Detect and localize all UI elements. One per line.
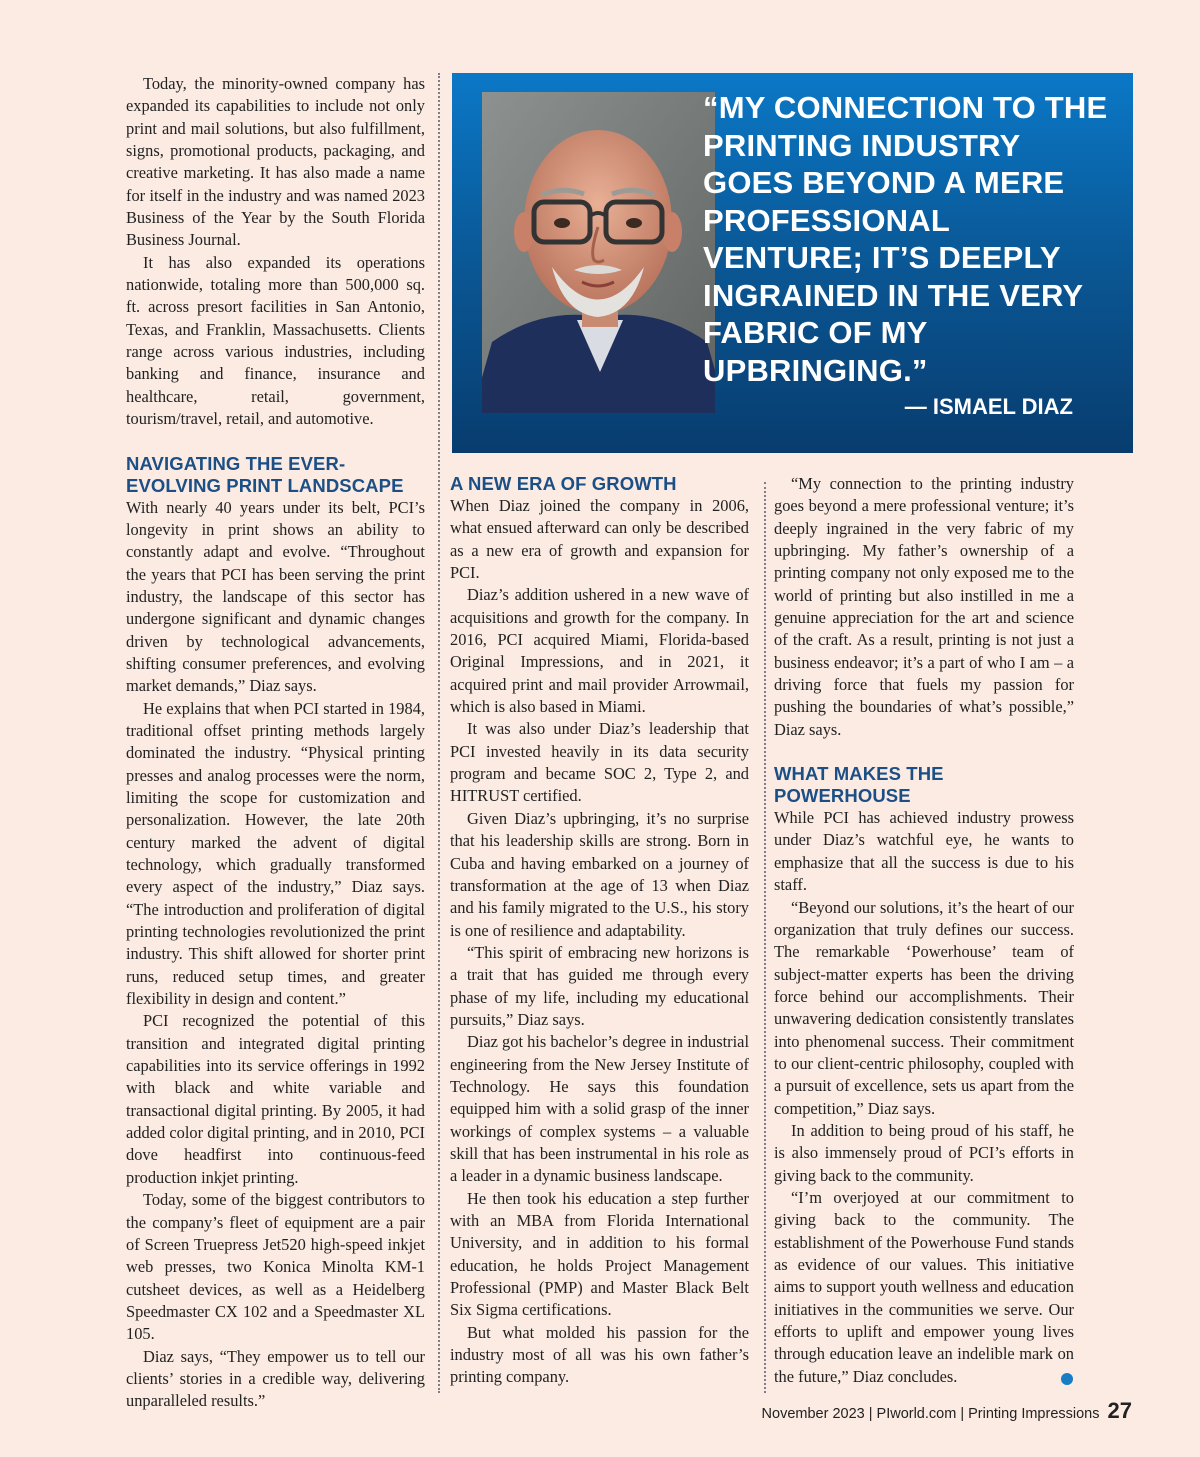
column-divider: [764, 482, 766, 1393]
article-column-2: [450, 473, 749, 1389]
paragraph: Diaz’s addition ushered in a new wave of acquisitions and growth for the company. In 2016, PCI acquired Miami, Florida-based Original Impressions, and in 2021, it acquired print and mail provider Arrowmail, which is also based in Miami.: [450, 585, 749, 717]
paragraph: When Diaz joined the company in 2006, what ensued afterward can only be described as a new era of growth and expansion for PCI.: [450, 496, 749, 583]
paragraph: He explains that when PCI started in 1984, traditional offset printing methods largely dominated the industry. “Physical printing presses and analog processes were the norm, limiting the scope for customization and personalization. However, the late 20th century marked the advent of digital technology, which gradually transformed every aspect of the industry,” Diaz says. “The introduction and proliferation of digital printing technologies revolutionized the print industry. This shift allowed for shorter print runs, reduced setup times, and greater flexibility in design and content.”: [126, 698, 425, 1009]
paragraph: Diaz got his bachelor’s degree in industrial engineering from the New Jersey Institute of Technology. He says this foundation equipped him with a solid grasp of the inner workings of complex systems – a valuable skill that has been instrumental in his role as a leader in a dynamic business landscape.: [450, 1032, 749, 1186]
article-column-3: [774, 473, 1074, 1388]
paragraph: In addition to being proud of his staff, he is also immensely proud of PCI’s efforts in giving back to the community.: [774, 1120, 1074, 1185]
paragraph: While PCI has achieved industry prowess under Diaz’s watchful eye, he wants to emphasize that all the success is due to his staff.: [774, 808, 1074, 895]
article-column-1: [126, 73, 425, 1413]
paragraph: “This spirit of embracing new horizons is a trait that has guided me through every phase of my life, including my educational pursuits,” Diaz says.: [450, 942, 749, 1029]
paragraph: With nearly 40 years under its belt, PCI’s longevity in print shows an ability to constantly adapt and evolve. “Throughout the years that PCI has been serving the print industry, the landscape of this sector has undergone significant and dynamic changes driven by technological advancements, shifting consumer preferences, and evolving market demands,” Diaz says.: [126, 497, 425, 696]
paragraph: Today, some of the biggest contributors to the company’s fleet of equipment are a pair of Screen Truepress Jet520 high-speed inkjet web presses, two Konica Minolta KM-1 cutsheet devices, as well as a Heidelberg Speedmaster CX 102 and a Speedmaster XL 105.: [126, 1190, 425, 1344]
ismael-diaz-portrait: [482, 92, 715, 413]
end-of-article-dot-icon: [1061, 1373, 1073, 1385]
page-number: 27: [1107, 1398, 1132, 1423]
section-heading-new-era: A NEW ERA OF GROWTH: [450, 473, 677, 494]
section-heading-powerhouse: WHAT MAKES THE POWERHOUSE: [774, 763, 944, 807]
paragraph: “My connection to the printing industry goes beyond a mere professional venture; it’s deeply ingrained in the very fabric of my upbringing. My father’s ownership of a printing company not only exposed me to the world of printing but also instilled in me a genuine appreciation for the art and science of the craft. As a result, printing is not just a business endeavor; it’s a part of who I am – a driving force that fuels my passion for pushing the boundaries of what’s possible,” Diaz says.: [774, 474, 1074, 739]
pull-quote-text: “MY CONNECTION TO THE PRINTING INDUSTRY GOES BEYOND A MERE PROFESSIONAL VENTURE; IT’S DEEPLY INGRAINED IN THE VERY FABRIC OF MY UPBRINGING.”: [703, 90, 1108, 388]
paragraph: It has also expanded its operations nationwide, totaling more than 500,000 sq. ft. across presort facilities in San Antonio, Texas, and Franklin, Massachusetts. Clients range across various industries, including banking and finance, insurance and healthcare, retail, government, tourism/travel, retail, and automotive.: [126, 252, 425, 429]
paragraph: “Beyond our solutions, it’s the heart of our organization that truly defines our success. The remarkable ‘Powerhouse’ team of subject-matter experts has been the driving force behind our accomplishments. Their unwavering dedication consistently translates into phenomenal success. Their commitment to our client-centric philosophy, coupled with a pursuit of excellence, sets us apart from the competition,” Diaz says.: [774, 897, 1074, 1118]
paragraph: Diaz says, “They empower us to tell our clients’ stories in a credible way, delivering unparalleled results.”: [126, 1346, 425, 1411]
paragraph: But what molded his passion for the industry most of all was his own father’s printing company.: [450, 1322, 749, 1387]
page-footer: [762, 1398, 1132, 1424]
paragraph: “I’m overjoyed at our commitment to giving back to the community. The establishment of the Powerhouse Fund stands as evidence of our values. This initiative aims to support youth wellness and education initiatives in the communities we serve. Our efforts to uplift and empower young lives through education leave an indelible mark on the future,” Diaz concludes.: [774, 1187, 1074, 1386]
paragraph: Today, the minority-owned company has expanded its capabilities to include not only print and mail solutions, but also fulfillment, signs, promotional products, packaging, and creative marketing. It has also made a name for itself in the industry and was named 2023 Business of the Year by the South Florida Business Journal.: [126, 74, 425, 250]
column-divider: [438, 73, 440, 1393]
pull-quote-box: [452, 73, 1133, 453]
paragraph: It was also under Diaz’s leadership that PCI invested heavily in its data security program and became SOC 2, Type 2, and HITRUST certified.: [450, 719, 749, 806]
paragraph: He then took his education a step further with an MBA from Florida International University, and in addition to his formal education, he holds Project Management Professional (PMP) and Master Black Belt Six Sigma certifications.: [450, 1188, 749, 1320]
section-heading-navigating: NAVIGATING THE EVER-EVOLVING PRINT LANDSCAPE: [126, 452, 404, 496]
portrait-photo-icon: [482, 92, 715, 413]
paragraph: Given Diaz’s upbringing, it’s no surprise that his leadership skills are strong. Born in Cuba and having embarked on a journey of transformation at the age of 13 when Diaz and his family migrated to the U.S., his story is one of resilience and adaptability.: [450, 808, 749, 940]
paragraph: PCI recognized the potential of this transition and integrated digital printing capabilities into its service offerings in 1992 with black and white variable and transactional digital printing. By 2005, it had added color digital printing, and in 2010, PCI dove headfirst into continuous-feed production inkjet printing.: [126, 1011, 425, 1187]
pull-quote-attribution: — ISMAEL DIAZ: [904, 394, 1073, 419]
footer-text: November 2023 | PIworld.com | Printing Impressions: [761, 1406, 1100, 1422]
